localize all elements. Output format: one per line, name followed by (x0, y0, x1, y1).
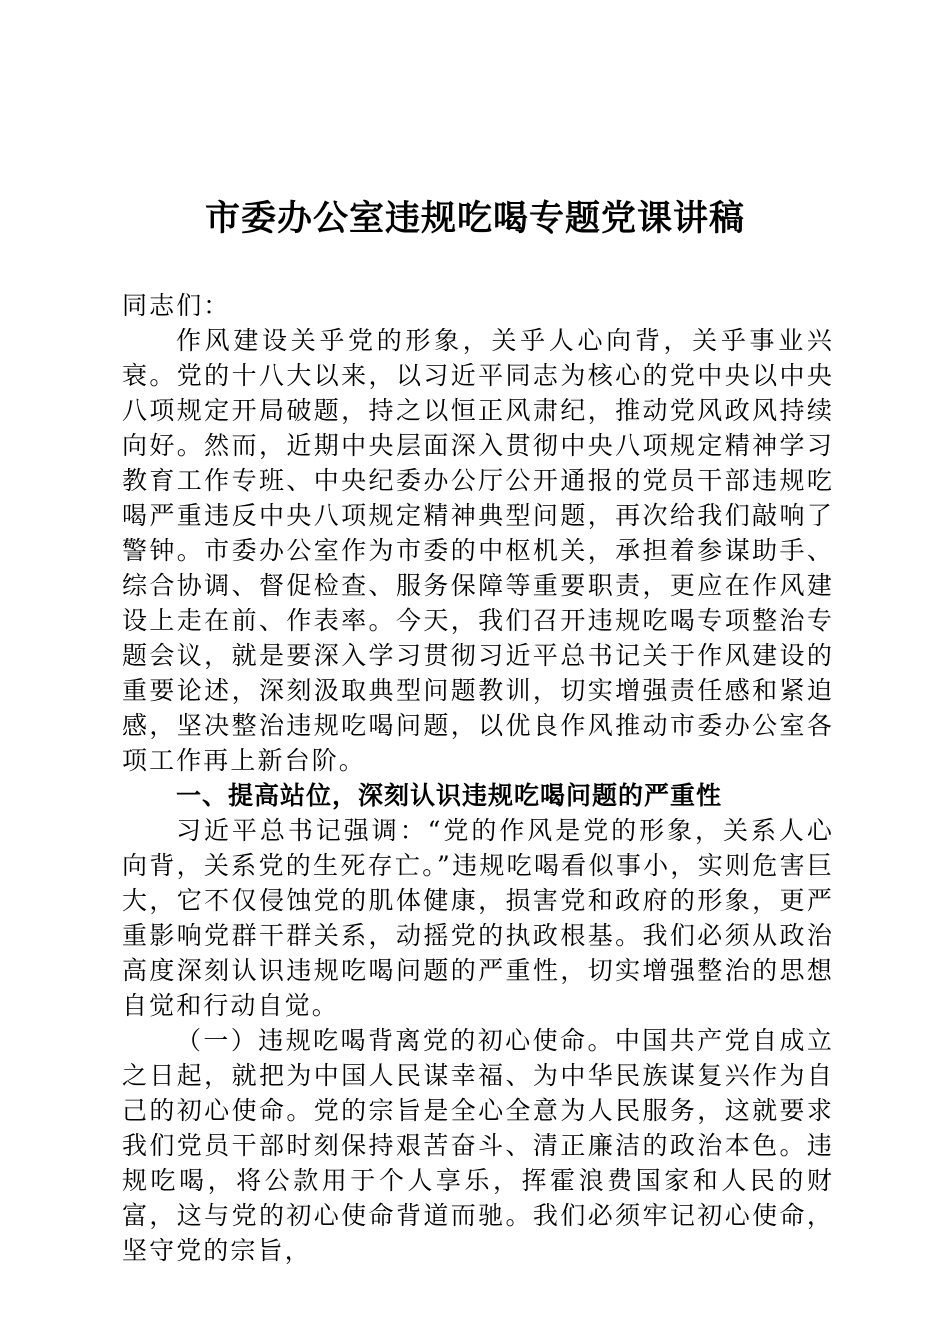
subsection-1-text: 中国共产党自成立之日起，就把为中国人民谋幸福、为中华民族谋复兴作为自己的初心使命。党的宗旨是全心全意为人民服务，这就要求我们党员干部时刻保持艰苦奋斗、清正廉洁的政治本色。违规吃喝，将公款用于个人享乐，挥霍浪费国家和人民的财富，这与党的初心使命背道而驰。我们必须牢记初心使命，坚守党的宗旨， (122, 1026, 834, 1265)
intro-paragraph: 作风建设关乎党的形象，关乎人心向背，关乎事业兴衰。党的十八大以来，以习近平同志为核心的党中央以中央八项规定开局破题，持之以恒正风肃纪，推动党风政风持续向好。然而，近期中央层面深入贯彻中央八项规定精神学习教育工作专班、中央纪委办公厅公开通报的党员干部违规吃喝严重违反中央八项规定精神典型问题，再次给我们敲响了警钟。市委办公室作为市委的中枢机关，承担着参谋助手、综合协调、督促检查、服务保障等重要职责，更应在作风建设上走在前、作表率。今天，我们召开违规吃喝专项整治专题会议，就是要深入学习贯彻习近平总书记关于作风建设的重要论述，深刻汲取典型问题教训，切实增强责任感和紧迫感，坚决整治违规吃喝问题，以优良作风推动市委办公室各项工作再上新台阶。 (122, 326, 834, 775)
section-1-paragraph: 习近平总书记强调：“党的作风是党的形象，关系人心向背，关系党的生死存亡。”违规吃喝看似事小，实则危害巨大，它不仅侵蚀党的肌体健康，损害党和政府的形象，更严重影响党群干群关系，动摇党的执政根基。我们必须从政治高度深刻认识违规吃喝问题的严重性，切实增强整治的思想自觉和行动自觉。 (122, 816, 834, 1020)
section-heading-1: 一、提高站位，深刻认识违规吃喝问题的严重性 (176, 781, 723, 810)
salutation: 同志们： (122, 291, 231, 320)
subsection-heading-1: （一）违规吃喝背离党的初心使命。 (176, 1026, 615, 1055)
subsection-1-paragraph (122, 1023, 834, 1268)
document-body (122, 288, 834, 1268)
document-title: 市委办公室违规吃喝专题党课讲稿 (204, 198, 745, 239)
